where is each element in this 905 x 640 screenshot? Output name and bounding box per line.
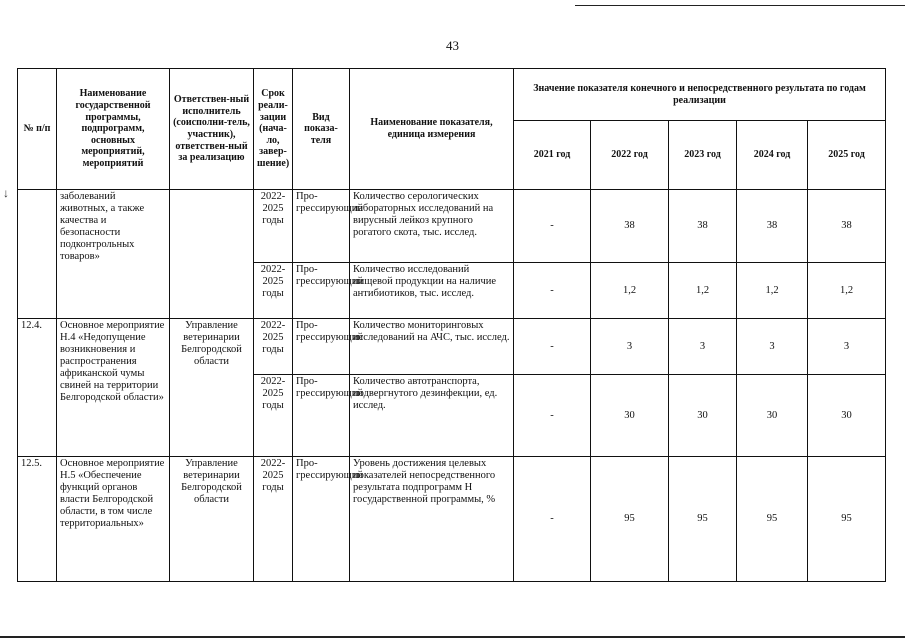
- cell-value: 1,2: [591, 263, 669, 319]
- table-row: [18, 190, 886, 263]
- cell-value: 38: [737, 190, 808, 263]
- cell-value: -: [514, 375, 591, 457]
- cell-indicator-name: Количество мониторинговых исследований на АЧС, тыс. исслед.: [350, 319, 514, 375]
- cell-num: [18, 190, 57, 319]
- cell-value: 3: [808, 319, 886, 375]
- header-executor: Ответствен-ный исполнитель (соисполни-тель, участник), ответствен-ный за реализацию: [170, 69, 254, 190]
- cell-value: 1,2: [669, 263, 737, 319]
- header-year: 2021 год: [514, 121, 591, 190]
- cell-program: Основное мероприятие Н.5 «Обеспечение функций органов власти Белгородской области, в том числе территориальных»: [57, 457, 170, 582]
- header-values-group: Значение показателя конечного и непосредственного результата по годам реализации: [514, 69, 886, 121]
- cell-value: 38: [591, 190, 669, 263]
- cell-executor: Управление ветеринарии Белгородской области: [170, 457, 254, 582]
- cell-value: 3: [737, 319, 808, 375]
- cell-executor: [170, 190, 254, 319]
- cell-num: 12.5.: [18, 457, 57, 582]
- cell-indicator-type: Про-грессирующий: [293, 457, 350, 582]
- cell-value: 38: [669, 190, 737, 263]
- cell-value: 3: [669, 319, 737, 375]
- cell-value: 95: [669, 457, 737, 582]
- header-indicator-name: Наименование показателя, единица измерения: [350, 69, 514, 190]
- table-row: [18, 457, 886, 582]
- cell-program: заболеваний животных, а также качества и безопасности подконтрольных товаров»: [57, 190, 170, 319]
- scan-edge-top: [575, 5, 905, 6]
- cell-value: 1,2: [737, 263, 808, 319]
- cell-term: 2022-2025 годы: [254, 190, 293, 263]
- header-year: 2023 год: [669, 121, 737, 190]
- header-program: Наименование государственной программы, подпрограмм, основных мероприятий, мероприятий: [57, 69, 170, 190]
- cell-value: 95: [737, 457, 808, 582]
- margin-mark: ↓: [3, 186, 9, 200]
- header-year: 2025 год: [808, 121, 886, 190]
- cell-num: 12.4.: [18, 319, 57, 457]
- header-term: Срок реали-зации (нача-ло, завер-шение): [254, 69, 293, 190]
- header-year: 2024 год: [737, 121, 808, 190]
- cell-value: 95: [808, 457, 886, 582]
- page-number: 43: [446, 38, 459, 53]
- cell-value: -: [514, 190, 591, 263]
- cell-indicator-name: Количество серологических лабораторных исследований на вирусный лейкоз крупного рогатого скота, тыс. исслед.: [350, 190, 514, 263]
- cell-term: 2022-2025 годы: [254, 263, 293, 319]
- cell-indicator-type: Про-грессирующий: [293, 375, 350, 457]
- cell-value: 1,2: [808, 263, 886, 319]
- cell-indicator-type: Про-грессирующий: [293, 190, 350, 263]
- cell-value: 30: [591, 375, 669, 457]
- header-year: 2022 год: [591, 121, 669, 190]
- cell-term: 2022-2025 годы: [254, 319, 293, 375]
- cell-value: 38: [808, 190, 886, 263]
- cell-value: 3: [591, 319, 669, 375]
- cell-value: 30: [808, 375, 886, 457]
- cell-value: -: [514, 457, 591, 582]
- cell-executor: Управление ветеринарии Белгородской области: [170, 319, 254, 457]
- cell-program: Основное мероприятие Н.4 «Недопущение возникновения и распространения африканской чумы свиней на территории Белгородской области»: [57, 319, 170, 457]
- table-row: [18, 319, 886, 375]
- cell-value: 95: [591, 457, 669, 582]
- cell-indicator-type: Про-грессирующий: [293, 319, 350, 375]
- cell-indicator-name: Количество исследований пищевой продукции на наличие антибиотиков, тыс. исслед.: [350, 263, 514, 319]
- cell-indicator-name: Уровень достижения целевых показателей непосредственного результата подпрограмм Н государственной программы, %: [350, 457, 514, 582]
- cell-value: -: [514, 263, 591, 319]
- cell-term: 2022-2025 годы: [254, 457, 293, 582]
- header-num: № п/п: [18, 69, 57, 190]
- cell-indicator-type: Про-грессирующий: [293, 263, 350, 319]
- cell-value: 30: [737, 375, 808, 457]
- scan-edge-bottom: [0, 636, 905, 638]
- header-indicator-type: Вид показа-теля: [293, 69, 350, 190]
- cell-value: -: [514, 319, 591, 375]
- cell-term: 2022-2025 годы: [254, 375, 293, 457]
- cell-value: 30: [669, 375, 737, 457]
- indicators-table: [17, 68, 886, 582]
- cell-indicator-name: Количество автотранспорта, подвергнутого дезинфекции, ед. исслед.: [350, 375, 514, 457]
